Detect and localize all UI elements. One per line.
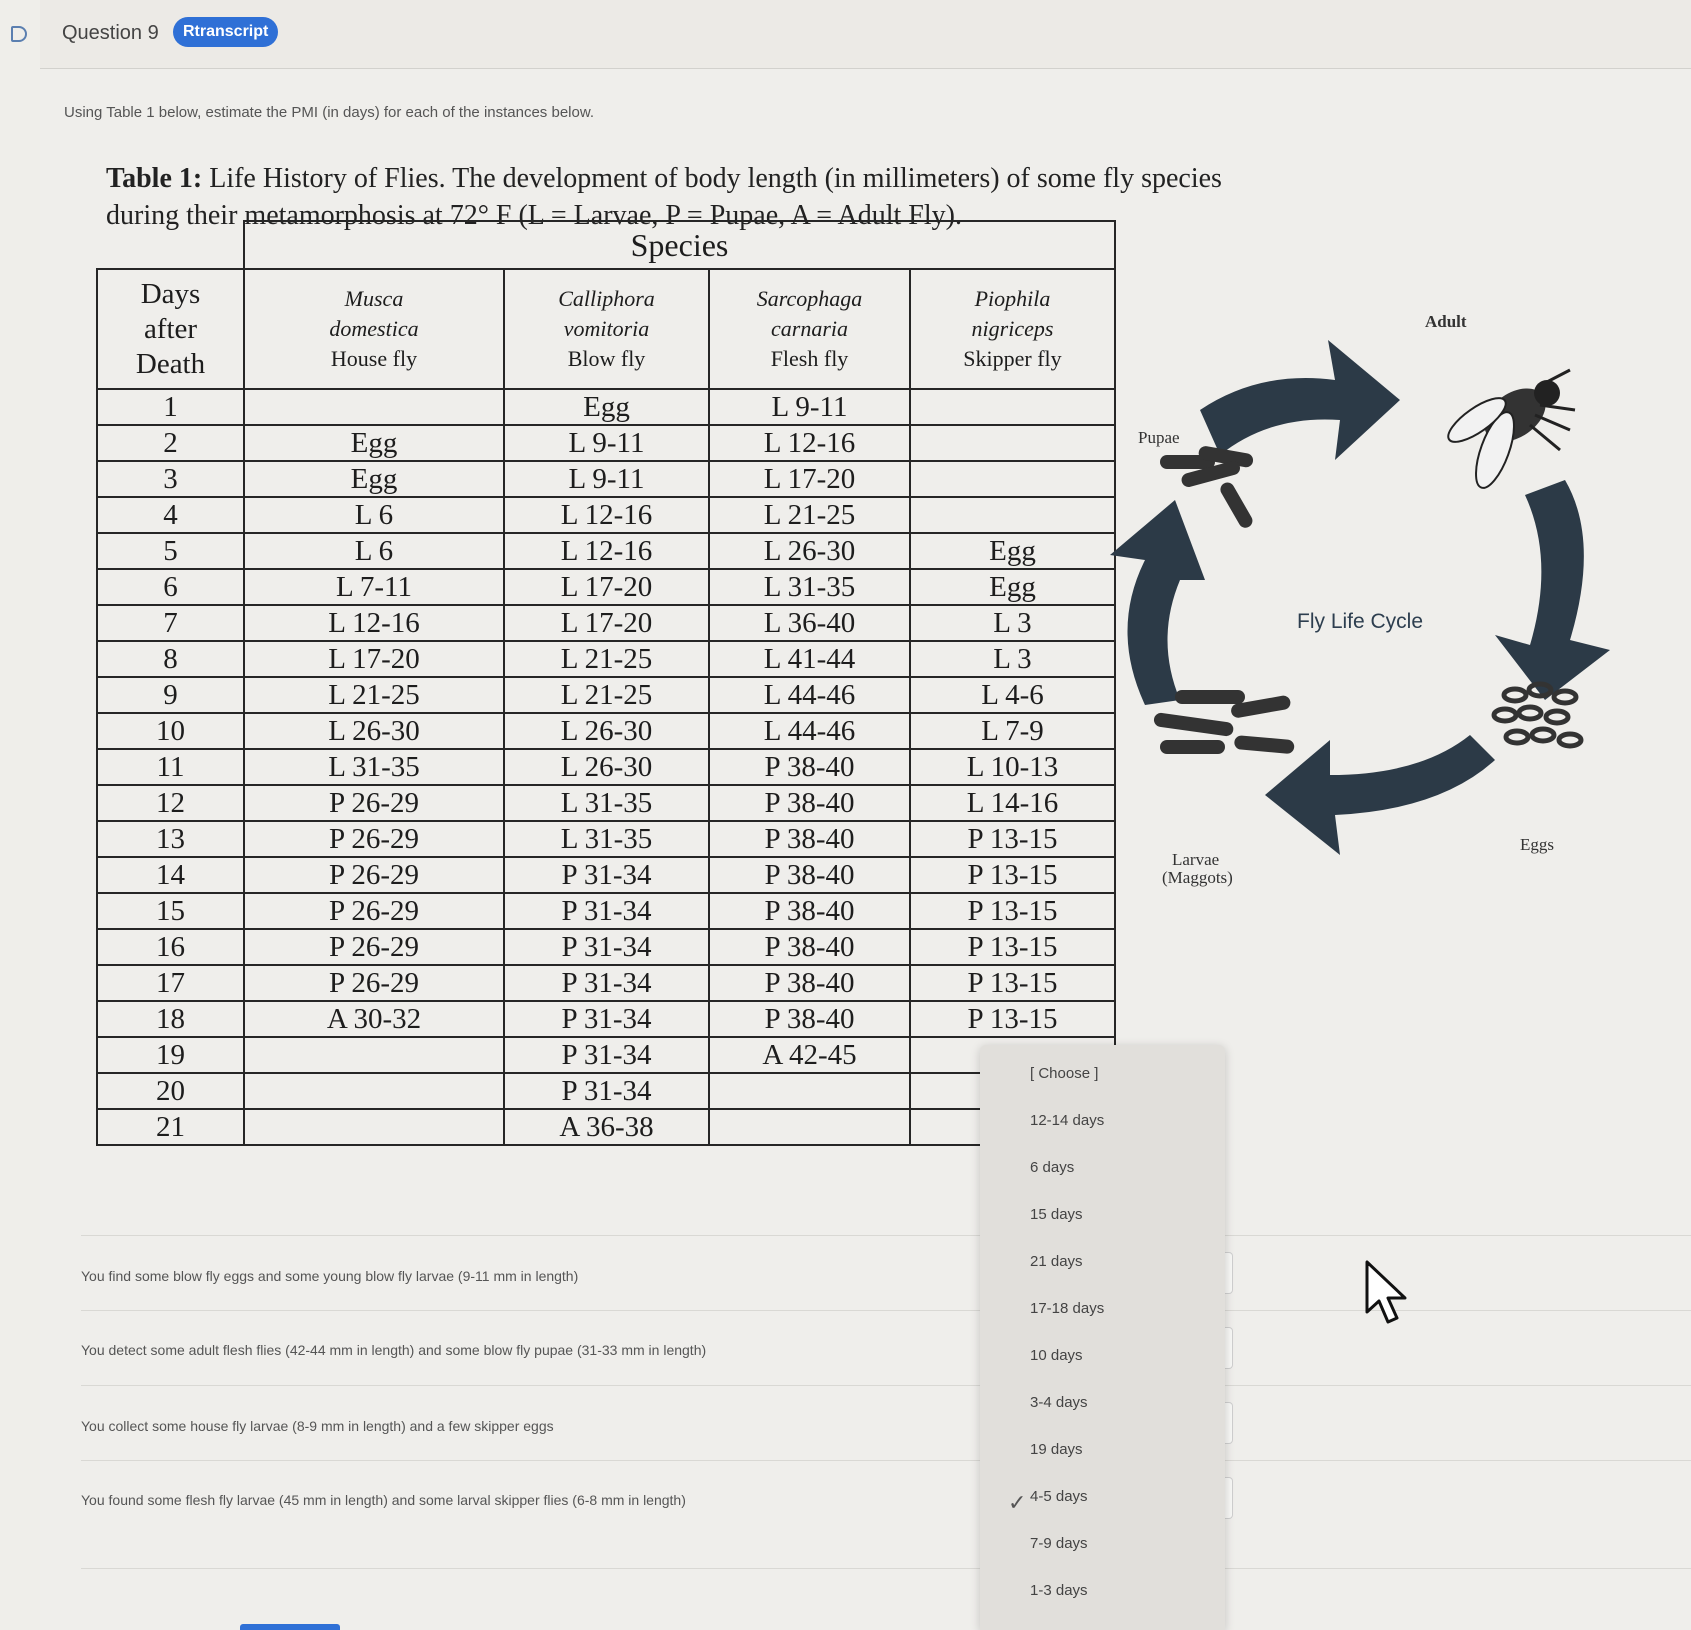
stage-cell: L 12-16: [504, 497, 709, 533]
stage-cell: L 44-46: [709, 677, 910, 713]
stage-cell: L 7-11: [244, 569, 504, 605]
table-row: [97, 965, 1115, 1001]
table-row: [97, 1001, 1115, 1037]
divider: [81, 1385, 1691, 1386]
table-row: [97, 605, 1115, 641]
divider: [81, 1460, 1691, 1461]
stage-cell: P 26-29: [244, 929, 504, 965]
table-row: [97, 821, 1115, 857]
table-row: [97, 893, 1115, 929]
stage-cell: P 38-40: [709, 749, 910, 785]
day-cell: 14: [97, 857, 244, 893]
stage-cell: P 26-29: [244, 965, 504, 1001]
stage-cell: [709, 1073, 910, 1109]
stage-cell: P 31-34: [504, 1037, 709, 1073]
table-corner: [97, 221, 244, 269]
stage-cell: L 14-16: [910, 785, 1115, 821]
stage-cell: P 13-15: [910, 857, 1115, 893]
dropdown-option[interactable]: 1-3 days: [1030, 1582, 1088, 1599]
stage-cell: L 26-30: [709, 533, 910, 569]
table-row: [97, 1073, 1115, 1109]
dropdown-option-selected[interactable]: 4-5 days: [1030, 1488, 1088, 1505]
life-table-body: [97, 389, 1115, 1145]
stage-cell: Egg: [910, 533, 1115, 569]
stage-cell: [910, 425, 1115, 461]
species-name: carnaria: [771, 316, 848, 341]
table-caption-label: Table 1:: [106, 163, 203, 194]
question-title: Question 9: [62, 22, 159, 44]
diagram-label-pupae: Pupae: [1138, 428, 1180, 447]
dropdown-option[interactable]: 3-4 days: [1030, 1394, 1088, 1411]
day-cell: 6: [97, 569, 244, 605]
table-row: [97, 749, 1115, 785]
species-name: nigriceps: [971, 316, 1054, 341]
fly-life-cycle-diagram: [1090, 280, 1690, 920]
stage-cell: P 31-34: [504, 893, 709, 929]
mouse-cursor-icon: [1365, 1260, 1411, 1326]
stage-cell: L 21-25: [709, 497, 910, 533]
answer-dropdown-list[interactable]: [980, 1045, 1225, 1630]
stage-cell: L 3: [910, 641, 1115, 677]
diagram-label-eggs: Eggs: [1520, 835, 1554, 854]
question-prompt-4: You found some flesh fly larvae (45 mm in length) and some larval skipper flies (6-8 mm in length): [81, 1492, 686, 1508]
day-cell: 19: [97, 1037, 244, 1073]
table-row: [97, 425, 1115, 461]
stage-cell: [244, 1073, 504, 1109]
species-header-flesh-fly: [709, 269, 910, 389]
stage-cell: L 26-30: [504, 713, 709, 749]
species-header-house-fly: [244, 269, 504, 389]
stage-cell: L 7-9: [910, 713, 1115, 749]
common-name: Skipper fly: [963, 346, 1062, 371]
stage-cell: P 13-15: [910, 929, 1115, 965]
table-row: [97, 497, 1115, 533]
stage-cell: P 38-40: [709, 1001, 910, 1037]
stage-cell: L 3: [910, 605, 1115, 641]
table-row: [97, 785, 1115, 821]
stage-cell: L 17-20: [504, 569, 709, 605]
stage-cell: [244, 1109, 504, 1145]
stage-cell: L 21-25: [504, 677, 709, 713]
adult-fly-icon: [1442, 370, 1575, 492]
stage-cell: L 17-20: [504, 605, 709, 641]
stage-cell: P 13-15: [910, 893, 1115, 929]
stage-cell: P 38-40: [709, 821, 910, 857]
day-cell: 18: [97, 1001, 244, 1037]
stage-cell: L 12-16: [504, 533, 709, 569]
cycle-arrow-eggs-to-larvae: [1265, 735, 1495, 855]
table-row: [97, 569, 1115, 605]
day-cell: 7: [97, 605, 244, 641]
stage-cell: P 31-34: [504, 929, 709, 965]
stage-cell: [244, 1037, 504, 1073]
day-cell: 5: [97, 533, 244, 569]
stage-cell: P 13-15: [910, 965, 1115, 1001]
transcript-badge[interactable]: Rtranscript: [173, 17, 278, 47]
stage-cell: P 31-34: [504, 1001, 709, 1037]
table-row: [97, 641, 1115, 677]
stage-cell: L 44-46: [709, 713, 910, 749]
divider: [81, 1310, 1691, 1311]
stage-cell: L 9-11: [709, 389, 910, 425]
diagram-label-adult: Adult: [1425, 312, 1467, 331]
table-row: [97, 857, 1115, 893]
table-row: [97, 677, 1115, 713]
stage-cell: [244, 389, 504, 425]
collapse-panel-icon[interactable]: [11, 26, 27, 42]
stage-cell: L 31-35: [504, 785, 709, 821]
genus-name: Calliphora: [558, 286, 655, 311]
question-panel: [40, 0, 1691, 1630]
stage-cell: [910, 461, 1115, 497]
stage-cell: P 38-40: [709, 785, 910, 821]
stage-cell: P 38-40: [709, 893, 910, 929]
stage-cell: P 13-15: [910, 1001, 1115, 1037]
diagram-label-larvae: Larvae: [1172, 850, 1220, 869]
stage-cell: L 21-25: [504, 641, 709, 677]
table-row: [97, 389, 1115, 425]
stage-cell: L 17-20: [709, 461, 910, 497]
stage-cell: P 26-29: [244, 785, 504, 821]
stage-cell: P 31-34: [504, 1073, 709, 1109]
cycle-arrow-pupae-to-adult: [1200, 340, 1400, 460]
stage-cell: Egg: [244, 461, 504, 497]
common-name: Flesh fly: [770, 346, 849, 371]
day-cell: 2: [97, 425, 244, 461]
dropdown-option[interactable]: 10 days: [1030, 1347, 1083, 1364]
species-header: Species: [244, 221, 1115, 269]
day-cell: 8: [97, 641, 244, 677]
common-name: Blow fly: [567, 346, 646, 371]
day-cell: 13: [97, 821, 244, 857]
stage-cell: P 31-34: [504, 965, 709, 1001]
stage-cell: L 6: [244, 497, 504, 533]
dropdown-option[interactable]: 21 days: [1030, 1253, 1083, 1270]
question-prompt-1: You find some blow fly eggs and some young blow fly larvae (9-11 mm in length): [81, 1268, 579, 1284]
left-strip: [0, 0, 41, 1630]
bottom-accent-bar: [240, 1624, 340, 1630]
stage-cell: L 6: [244, 533, 504, 569]
stage-cell: P 26-29: [244, 821, 504, 857]
stage-cell: L 10-13: [910, 749, 1115, 785]
species-name: vomitoria: [563, 316, 650, 341]
stage-cell: L 12-16: [709, 425, 910, 461]
stage-cell: A 36-38: [504, 1109, 709, 1145]
stage-cell: [910, 497, 1115, 533]
table-row: [97, 713, 1115, 749]
stage-cell: P 38-40: [709, 857, 910, 893]
divider: [81, 1568, 1691, 1569]
stage-cell: [709, 1109, 910, 1145]
table-row: [97, 929, 1115, 965]
days-header-line: Days: [140, 277, 201, 310]
stage-cell: P 26-29: [244, 857, 504, 893]
stage-cell: L 9-11: [504, 425, 709, 461]
table-row: [97, 1109, 1115, 1145]
diagram-label-maggots: (Maggots): [1162, 868, 1233, 887]
stage-cell: L 4-6: [910, 677, 1115, 713]
day-cell: 3: [97, 461, 244, 497]
stage-cell: L 17-20: [244, 641, 504, 677]
day-cell: 15: [97, 893, 244, 929]
dropdown-option[interactable]: 12-14 days: [1030, 1112, 1105, 1129]
question-header: [40, 0, 1691, 69]
stage-cell: P 13-15: [910, 821, 1115, 857]
days-header-line: after: [143, 312, 198, 345]
day-cell: 17: [97, 965, 244, 1001]
genus-name: Musca: [344, 286, 404, 311]
genus-name: Sarcophaga: [756, 286, 863, 311]
day-cell: 20: [97, 1073, 244, 1109]
species-header-blow-fly: [504, 269, 709, 389]
stage-cell: A 30-32: [244, 1001, 504, 1037]
stage-cell: L 31-35: [244, 749, 504, 785]
table-caption-text: Life History of Flies. The development of body length (in millimeters) of some fly species during their metamorphosis at 72° F (L = Larvae, P = Pupae, A = Adult Fly).: [106, 163, 1222, 231]
stage-cell: P 38-40: [709, 929, 910, 965]
day-cell: 11: [97, 749, 244, 785]
eggs-icon: [1494, 684, 1581, 746]
table-row: [97, 533, 1115, 569]
dropdown-option[interactable]: 6 days: [1030, 1159, 1075, 1176]
dropdown-option[interactable]: 7-9 days: [1030, 1535, 1088, 1552]
stage-cell: L 12-16: [244, 605, 504, 641]
dropdown-option[interactable]: 15 days: [1030, 1206, 1083, 1223]
stage-cell: Egg: [910, 569, 1115, 605]
stage-cell: P 26-29: [244, 893, 504, 929]
table-row: [97, 1037, 1115, 1073]
day-cell: 4: [97, 497, 244, 533]
stage-cell: L 31-35: [504, 821, 709, 857]
day-cell: 10: [97, 713, 244, 749]
stage-cell: L 41-44: [709, 641, 910, 677]
stage-cell: P 38-40: [709, 965, 910, 1001]
divider: [81, 1235, 1691, 1236]
diagram-title: Fly Life Cycle: [1297, 610, 1424, 633]
day-cell: 12: [97, 785, 244, 821]
stage-cell: Egg: [244, 425, 504, 461]
dropdown-option[interactable]: 17-18 days: [1030, 1300, 1105, 1317]
day-cell: 9: [97, 677, 244, 713]
dropdown-option[interactable]: [ Choose ]: [1030, 1065, 1099, 1082]
stage-cell: L 26-30: [504, 749, 709, 785]
stage-cell: A 42-45: [709, 1037, 910, 1073]
cycle-arrow-larvae-to-pupae: [1110, 500, 1205, 705]
stage-cell: Egg: [504, 389, 709, 425]
stage-cell: L 31-35: [709, 569, 910, 605]
day-cell: 1: [97, 389, 244, 425]
dropdown-option[interactable]: 19 days: [1030, 1441, 1083, 1458]
instruction-text: Using Table 1 below, estimate the PMI (in days) for each of the instances below.: [64, 104, 595, 121]
table-row: [97, 461, 1115, 497]
question-prompt-2: You detect some adult flesh flies (42-44 mm in length) and some blow fly pupae (31-33 mm in length): [81, 1342, 707, 1358]
day-cell: 16: [97, 929, 244, 965]
stage-cell: L 9-11: [504, 461, 709, 497]
species-header-skipper-fly: [910, 269, 1115, 389]
cycle-arrow-adult-to-eggs: [1495, 480, 1610, 700]
stage-cell: L 21-25: [244, 677, 504, 713]
question-prompt-3: You collect some house fly larvae (8-9 mm in length) and a few skipper eggs: [81, 1418, 554, 1434]
check-icon: ✓: [1008, 1490, 1027, 1515]
common-name: House fly: [330, 346, 418, 371]
life-history-table: [96, 220, 1116, 1146]
genus-name: Piophila: [974, 286, 1051, 311]
stage-cell: L 26-30: [244, 713, 504, 749]
stage-cell: L 36-40: [709, 605, 910, 641]
species-name: domestica: [329, 316, 419, 341]
days-header-line: Death: [135, 347, 206, 380]
days-after-death-header: [97, 269, 244, 389]
stage-cell: [910, 389, 1115, 425]
stage-cell: P 31-34: [504, 857, 709, 893]
day-cell: 21: [97, 1109, 244, 1145]
